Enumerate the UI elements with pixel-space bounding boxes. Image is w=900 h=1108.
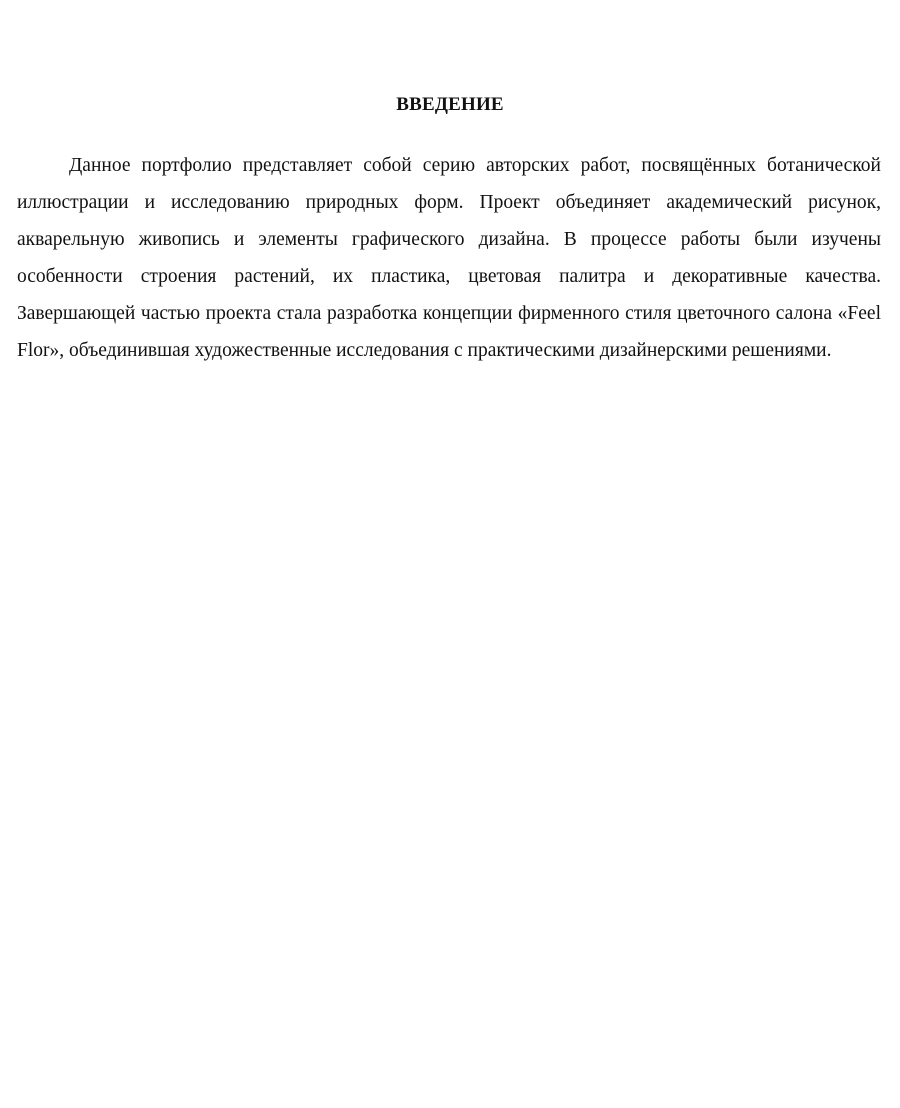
section-heading: ВВЕДЕНИЕ (396, 94, 504, 115)
intro-paragraph: Данное портфолио представляет собой серию авторских работ, посвящённых ботанической иллюстрации и исследованию природных форм. Проект объединяет академический рисунок, акварельную живопись и элементы графического дизайна. В процессе работы были изучены особенности строения растений, их пластика, цветовая палитра и декоративные качества. Завершающей частью проекта стала разработка концепции фирменного стиля цветочного салона «Feel Flor», объединившая художественные исследования с практическими дизайнерскими решениями. (17, 155, 881, 361)
